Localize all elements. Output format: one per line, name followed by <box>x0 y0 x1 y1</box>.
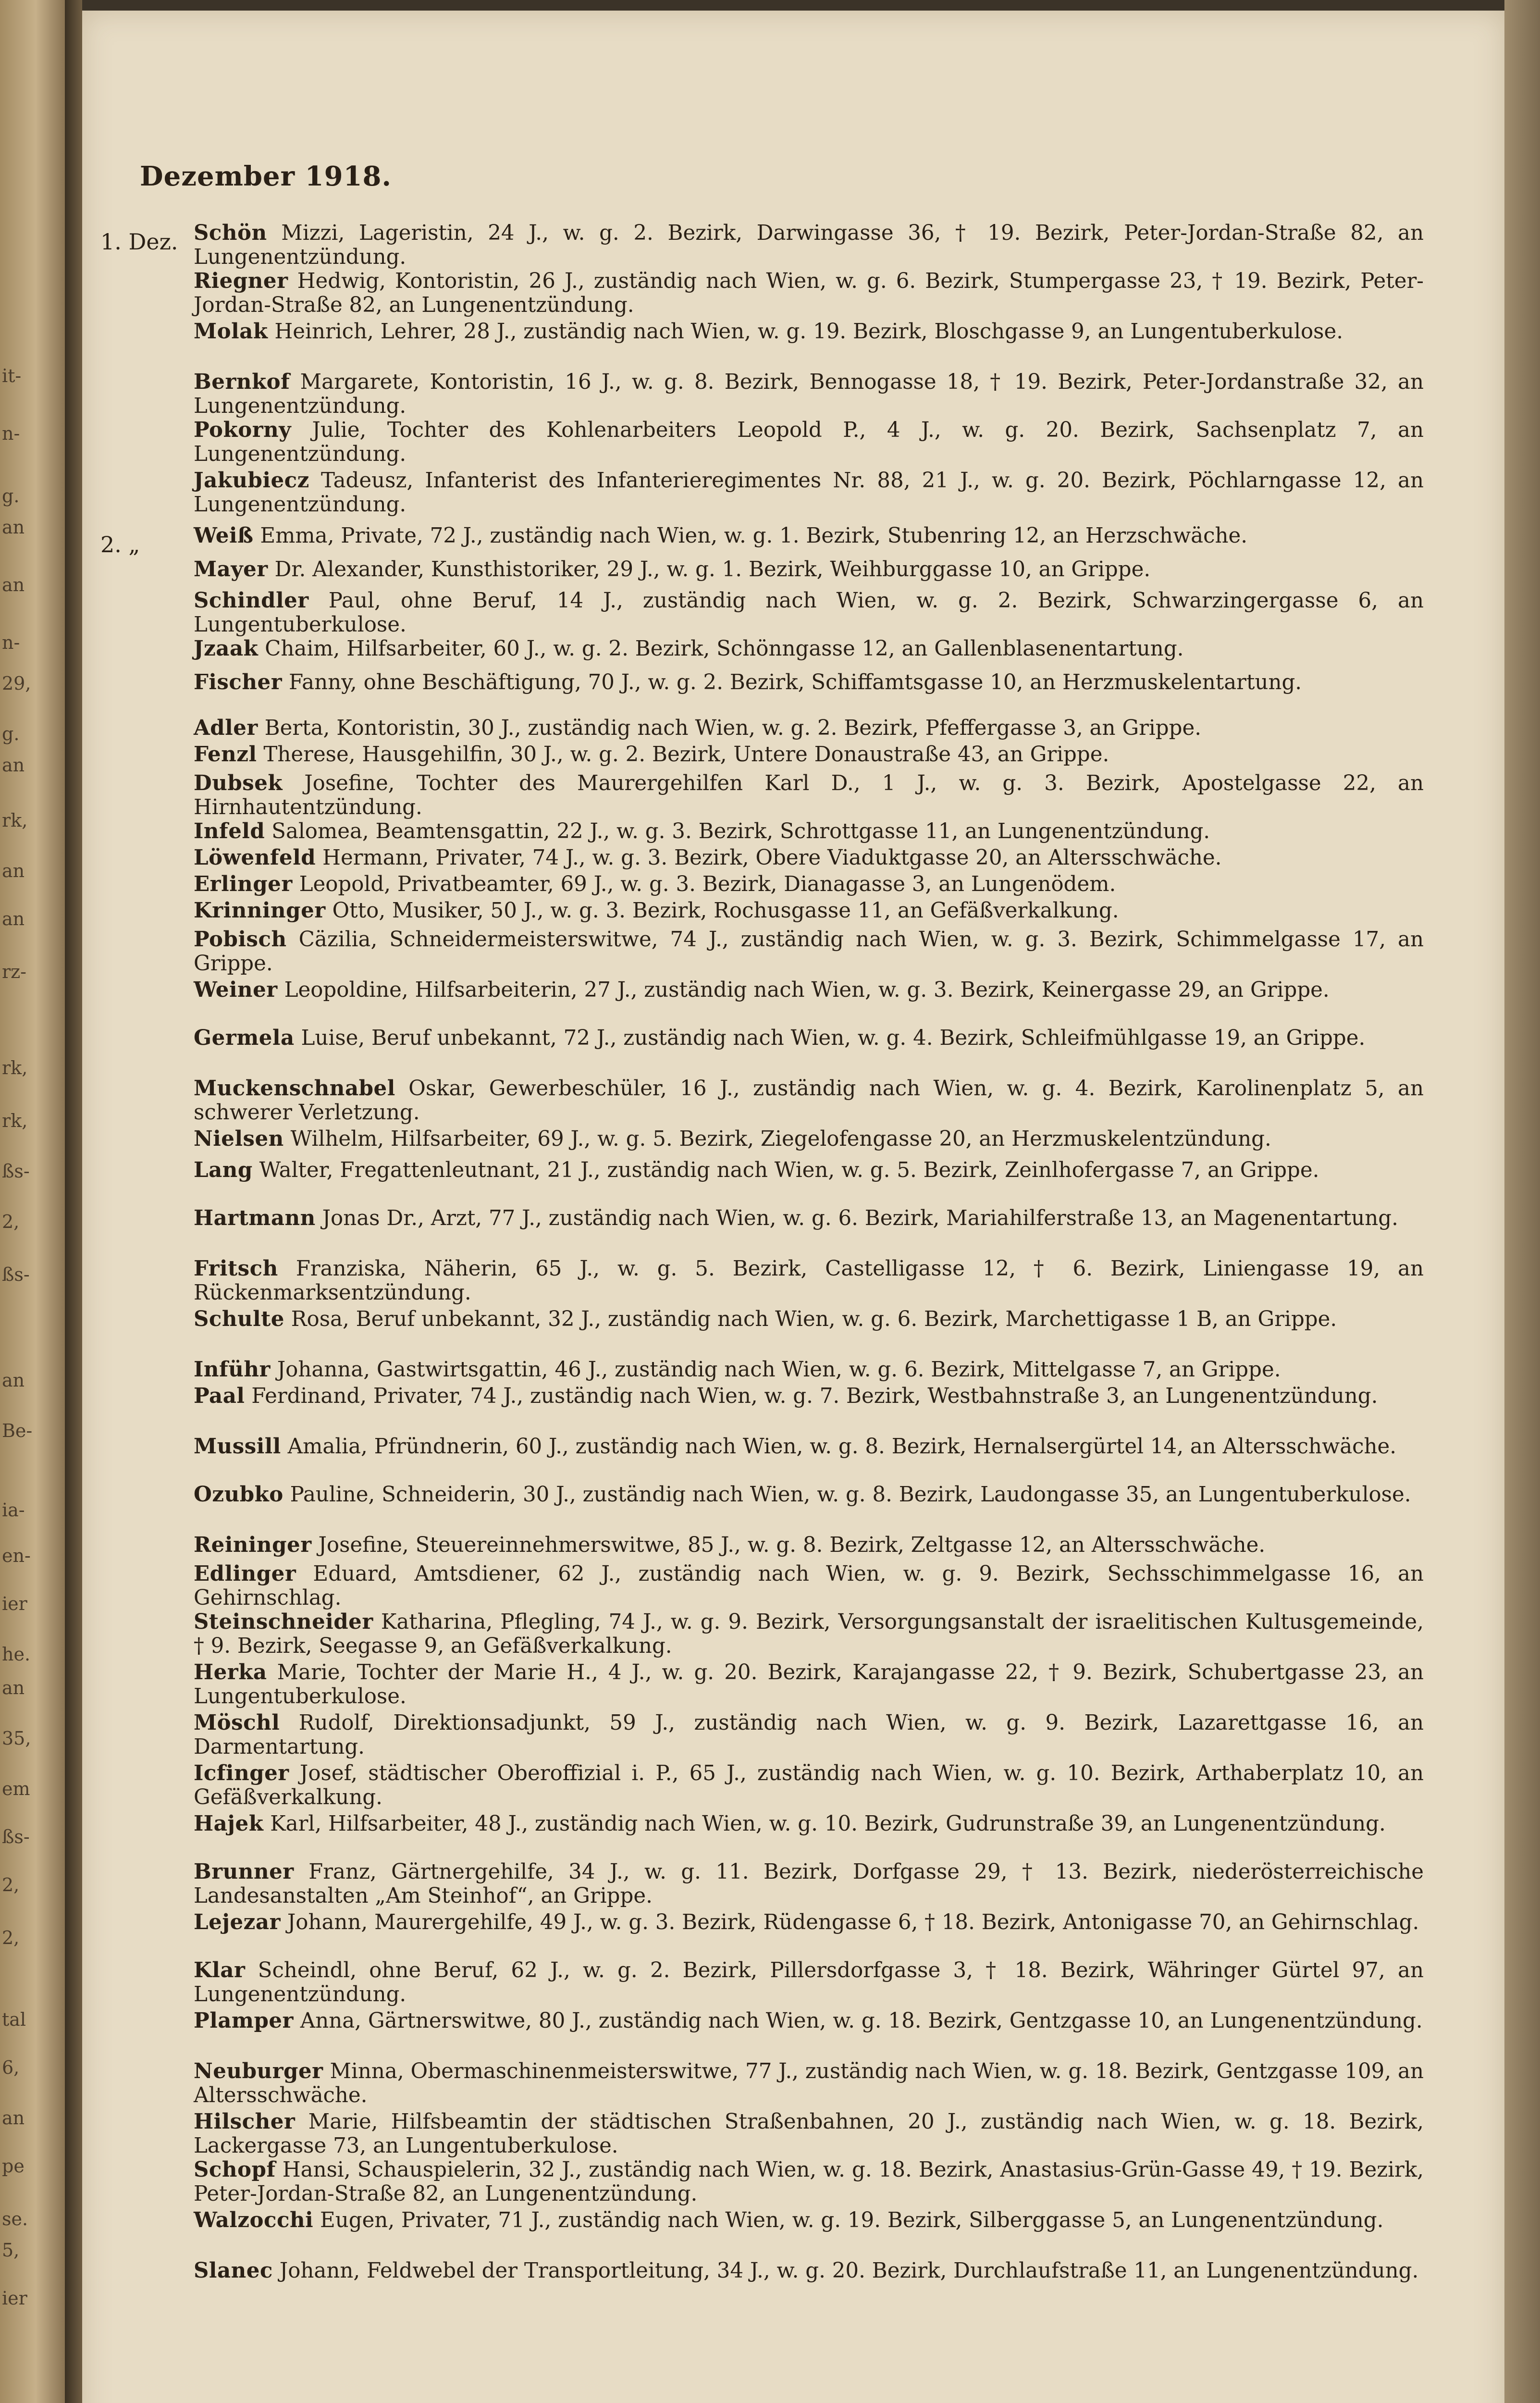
register-entry <box>194 1610 1424 1658</box>
deceased-surname: Ozubko <box>194 1482 283 1507</box>
deceased-surname: Molak <box>194 319 268 344</box>
deceased-surname: Walzocchi <box>194 2208 314 2232</box>
entry-details: Leopold, Privatbeamter, 69 J., w. g. 3. Bezirk, Dianagasse 3, an Lungenödem. <box>299 872 1116 896</box>
register-entry <box>194 819 1424 843</box>
deceased-surname: Schön <box>194 221 267 245</box>
facing-page-fragment: rk, <box>2 1057 28 1078</box>
facing-page-fragment: 5, <box>2 2240 20 2261</box>
deceased-surname: Lejezar <box>194 1910 281 1934</box>
facing-page-fragment: en- <box>2 1545 31 1566</box>
deceased-surname: Bernkof <box>194 370 290 394</box>
facing-page-fragment: ßs- <box>2 1826 30 1847</box>
register-entry <box>194 589 1424 637</box>
deceased-surname: Hilscher <box>194 2109 296 2134</box>
facing-page-fragment: ia- <box>2 1499 25 1521</box>
register-entry <box>194 1812 1424 1836</box>
facing-page-fragment: an <box>2 860 25 881</box>
entry-details: Heinrich, Lehrer, 28 J., zuständig nach Wien, w. g. 19. Bezirk, Bloschgasse 9, an Lungentuberkulose. <box>274 320 1343 344</box>
register-entry <box>194 469 1424 517</box>
facing-page-fragment: rk, <box>2 1110 28 1131</box>
entry-details: Franziska, Näherin, 65 J., w. g. 5. Bezirk, Castelligasse 12, † 6. Bezirk, Liniengasse 19, an Rückenmarksentzündung. <box>194 1257 1424 1305</box>
entry-details: Johann, Maurergehilfe, 49 J., w. g. 3. Bezirk, Rüdengasse 6, † 18. Bezirk, Antonigasse 70, an Gehirnschlag. <box>287 1910 1419 1934</box>
entry-details: Leopoldine, Hilfsarbeiterin, 27 J., zuständig nach Wien, w. g. 3. Bezirk, Keinergasse 29, an Grippe. <box>284 978 1330 1002</box>
deceased-surname: Mussill <box>194 1434 281 1459</box>
entry-details: Johann, Feldwebel der Transportleitung, 34 J., w. g. 20. Bezirk, Durchlaufstraße 11, an Lungenentzündung. <box>279 2259 1419 2283</box>
deceased-surname: Steinschneider <box>194 1610 373 1634</box>
deceased-surname: Slanec <box>194 2258 273 2283</box>
entry-details: Rosa, Beruf unbekannt, 32 J., zuständig nach Wien, w. g. 6. Bezirk, Marchettigasse 1 B, an Grippe. <box>291 1307 1337 1331</box>
deceased-surname: Herka <box>194 1660 267 1685</box>
deceased-surname: Riegner <box>194 269 288 293</box>
register-entry <box>194 1910 1424 1934</box>
facing-page-fragment: it- <box>2 365 22 386</box>
entry-details: Berta, Kontoristin, 30 J., zuständig nach Wien, w. g. 2. Bezirk, Pfeffergasse 3, an Grippe. <box>264 716 1202 740</box>
deceased-surname: Mayer <box>194 557 268 582</box>
deceased-surname: Brunner <box>194 1859 294 1884</box>
entry-details: Karl, Hilfsarbeiter, 48 J., zuständig nach Wien, w. g. 10. Bezirk, Gudrunstraße 39, an Lungenentzündung. <box>270 1812 1386 1836</box>
entry-details: Scheindl, ohne Beruf, 62 J., w. g. 2. Bezirk, Pillersdorfgasse 3, † 18. Bezirk, Währinger Gürtel 97, an Lungenentzündung. <box>194 1958 1424 2007</box>
register-entry <box>194 418 1424 466</box>
deceased-surname: Paal <box>194 1384 245 1408</box>
deceased-surname: Lang <box>194 1158 253 1182</box>
entry-details: Minna, Obermaschinenmeisterswitwe, 77 J., zuständig nach Wien, w. g. 18. Bezirk, Gentzgasse 109, an Altersschwäche. <box>194 2059 1424 2107</box>
deceased-surname: Möschl <box>194 1710 280 1735</box>
register-entry <box>194 1206 1424 1230</box>
entry-details: Josef, städtischer Oberoffizial i. P., 65 J., zuständig nach Wien, w. g. 10. Bezirk, Arthaberplatz 10, an Gefäßverkalkung. <box>194 1761 1424 1809</box>
entry-details: Johanna, Gastwirtsgattin, 46 J., zuständig nach Wien, w. g. 6. Bezirk, Mittelgasse 7, an Grippe. <box>277 1358 1281 1382</box>
facing-page-fragment: 29, <box>2 673 31 694</box>
entry-details: Otto, Musiker, 50 J., w. g. 3. Bezirk, Rochusgasse 11, an Gefäßverkalkung. <box>332 899 1119 923</box>
previous-page-edge <box>0 0 65 2403</box>
entry-details: Margarete, Kontoristin, 16 J., w. g. 8. Bezirk, Bennogasse 18, † 19. Bezirk, Peter-Jordanstraße 32, an Lungenentzündung. <box>194 370 1424 418</box>
register-entry <box>194 1562 1424 1610</box>
register-entry <box>194 2158 1424 2206</box>
register-entry <box>194 1384 1424 1408</box>
facing-page-fragment: he. <box>2 1644 31 1665</box>
facing-page-fragment: ier <box>2 1593 27 1614</box>
register-entry <box>194 1761 1424 1809</box>
entry-details: Wilhelm, Hilfsarbeiter, 69 J., w. g. 5. Bezirk, Ziegelofengasse 20, an Herzmuskelentzündung. <box>290 1127 1271 1151</box>
entry-details: Eduard, Amtsdiener, 62 J., zuständig nach Wien, w. g. 9. Bezirk, Sechsschimmelgasse 16, an Gehirnschlag. <box>194 1562 1424 1610</box>
entry-details: Hermann, Privater, 74 J., w. g. 3. Bezirk, Obere Viaduktgasse 20, an Altersschwäche. <box>322 846 1222 870</box>
deceased-surname: Weiner <box>194 978 278 1002</box>
register-entry <box>194 2110 1424 2158</box>
facing-page-fragment: 2, <box>2 1874 20 1895</box>
deceased-surname: Infeld <box>194 819 265 843</box>
register-entry <box>194 899 1424 923</box>
register-entry <box>194 2259 1424 2283</box>
deceased-surname: Erlinger <box>194 872 293 896</box>
facing-page-fragment: se. <box>2 2208 28 2230</box>
deceased-surname: Edlinger <box>194 1561 296 1586</box>
entry-details: Salomea, Beamtensgattin, 22 J., w. g. 3. Bezirk, Schrottgasse 11, an Lungenentzündung. <box>271 819 1210 843</box>
deceased-surname: Klar <box>194 1958 246 1982</box>
deceased-surname: Adler <box>194 716 258 740</box>
facing-page-fragment: rk, <box>2 810 28 831</box>
entry-details: Chaim, Hilfsarbeiter, 60 J., w. g. 2. Bezirk, Schönngasse 12, an Gallenblasenentartung. <box>265 637 1184 661</box>
entry-details: Oskar, Gewerbeschüler, 16 J., zuständig nach Wien, w. g. 4. Bezirk, Karolinenplatz 5, an schwerer Verletzung. <box>194 1077 1424 1125</box>
entry-day: 1. Dez. <box>100 229 178 255</box>
register-entry <box>194 370 1424 418</box>
register-entry <box>194 2059 1424 2107</box>
register-entry <box>194 1435 1424 1459</box>
page-heading: Dezember 1918. <box>140 161 392 192</box>
entry-details: Mizzi, Lageristin, 24 J., w. g. 2. Bezirk, Darwingasse 36, † 19. Bezirk, Peter-Jordan-Straße 82, an Lungenentzündung. <box>194 221 1424 269</box>
facing-page-fragment: n- <box>2 423 20 444</box>
entry-details: Emma, Private, 72 J., zuständig nach Wien, w. g. 1. Bezirk, Stubenring 12, an Herzschwäche. <box>260 524 1248 548</box>
facing-page-fragment: an <box>2 517 25 538</box>
facing-page-fragment: Be- <box>2 1420 33 1441</box>
entry-details: Dr. Alexander, Kunsthistoriker, 29 J., w. g. 1. Bezirk, Weihburggasse 10, an Grippe. <box>274 557 1151 582</box>
deceased-surname: Jzaak <box>194 636 259 661</box>
facing-page-fragment: an <box>2 1370 25 1391</box>
page <box>82 11 1504 2403</box>
entry-details: Katharina, Pflegling, 74 J., w. g. 9. Bezirk, Versorgungsanstalt der israelitischen Kultusgemeinde, † 9. Bezirk, Seegasse 9, an Gefäßverkalkung. <box>194 1610 1424 1658</box>
register-entry <box>194 1257 1424 1305</box>
facing-page-fragment: 35, <box>2 1728 31 1749</box>
facing-page-fragment: tal <box>2 2009 26 2030</box>
deceased-surname: Nielsen <box>194 1127 284 1151</box>
deceased-surname: Jakubiecz <box>194 468 309 493</box>
entry-details: Ferdinand, Privater, 74 J., zuständig nach Wien, w. g. 7. Bezirk, Westbahnstraße 3, an Lungenentzündung. <box>251 1384 1378 1408</box>
facing-page-fragment: 2, <box>2 1211 20 1232</box>
register-entry <box>194 1158 1424 1182</box>
register-entry <box>194 771 1424 819</box>
entry-details: Hedwig, Kontoristin, 26 J., zuständig nach Wien, w. g. 6. Bezirk, Stumpergasse 23, † 19. Bezirk, Peter-Jordan-Straße 82, an Lungenentzündung. <box>194 269 1424 317</box>
register-entry <box>194 1026 1424 1050</box>
register-entry <box>194 1077 1424 1125</box>
entry-details: Josefine, Tochter des Maurergehilfen Karl D., 1 J., w. g. 3. Bezirk, Apostelgasse 22, an Hirnhautentzündung. <box>194 771 1424 819</box>
facing-page-fragment: 2, <box>2 1927 20 1948</box>
deceased-surname: Schulte <box>194 1307 284 1331</box>
register-entry <box>194 269 1424 317</box>
deceased-surname: Neuburger <box>194 2059 323 2083</box>
entry-details: Marie, Tochter der Marie H., 4 J., w. g. 20. Bezirk, Karajangasse 22, † 9. Bezirk, Schubertgasse 23, an Lungentuberkulose. <box>194 1660 1424 1709</box>
register-entry <box>194 1483 1424 1507</box>
deceased-surname: Plamper <box>194 2008 294 2033</box>
entry-details: Pauline, Schneiderin, 30 J., zuständig nach Wien, w. g. 8. Bezirk, Laudongasse 35, an Lungentuberkulose. <box>290 1483 1411 1507</box>
register-entry <box>194 1958 1424 2007</box>
deceased-surname: Fischer <box>194 670 283 694</box>
register-entry <box>194 1307 1424 1331</box>
deceased-surname: Dubsek <box>194 771 283 795</box>
register-entry <box>194 1660 1424 1709</box>
facing-page-fragment: an <box>2 908 25 929</box>
deceased-surname: Inführ <box>194 1357 271 1382</box>
entry-details: Amalia, Pfründnerin, 60 J., zuständig nach Wien, w. g. 8. Bezirk, Hernalsergürtel 14, an Altersschwäche. <box>287 1435 1397 1459</box>
entry-details: Franz, Gärtnergehilfe, 34 J., w. g. 11. Bezirk, Dorfgasse 29, † 13. Bezirk, niederösterreichische Landesanstalten „Am Steinhof“, an Grippe. <box>194 1860 1424 1908</box>
entry-details: Hansi, Schauspielerin, 32 J., zuständig nach Wien, w. g. 18. Bezirk, Anastasius-Grün-Gasse 49, † 19. Bezirk, Peter-Jordan-Straße 82, an Lungenentzündung. <box>194 2158 1424 2206</box>
deceased-surname: Pokorny <box>194 418 292 442</box>
register-entry <box>194 637 1424 661</box>
register-entry <box>194 320 1424 344</box>
deceased-surname: Germela <box>194 1026 295 1050</box>
entry-details: Luise, Beruf unbekannt, 72 J., zuständig nach Wien, w. g. 4. Bezirk, Schleifmühlgasse 19, an Grippe. <box>301 1026 1366 1050</box>
entry-day: 2. „ <box>100 532 140 557</box>
deceased-surname: Hajek <box>194 1811 264 1836</box>
deceased-surname: Hartmann <box>194 1206 316 1230</box>
facing-page-fragment: an <box>2 1677 25 1698</box>
entry-details: Jonas Dr., Arzt, 77 J., zuständig nach Wien, w. g. 6. Bezirk, Mariahilferstraße 13, an Magenentartung. <box>322 1206 1398 1230</box>
register-entry <box>194 557 1424 582</box>
register-entry <box>194 1711 1424 1759</box>
facing-page-fragment: 6, <box>2 2057 20 2078</box>
facing-page-fragment: pe <box>2 2155 25 2177</box>
entry-details: Fanny, ohne Beschäftigung, 70 J., w. g. 2. Bezirk, Schiffamtsgasse 10, an Herzmuskelentartung. <box>288 670 1302 694</box>
entry-details: Rudolf, Direktionsadjunkt, 59 J., zuständig nach Wien, w. g. 9. Bezirk, Lazarettgasse 16, an Darmentartung. <box>194 1711 1424 1759</box>
register-entry <box>194 670 1424 694</box>
facing-page-fragment: n- <box>2 632 20 653</box>
entry-details: Tadeusz, Infanterist des Infanterieregimentes Nr. 88, 21 J., w. g. 20. Bezirk, Pöchlarngasse 12, an Lungenentzündung. <box>194 469 1424 517</box>
deceased-surname: Fenzl <box>194 742 257 767</box>
entry-details: Cäzilia, Schneidermeisterswitwe, 74 J., zuständig nach Wien, w. g. 3. Bezirk, Schimmelgasse 17, an Grippe. <box>194 928 1424 976</box>
register-entry <box>194 1127 1424 1151</box>
entry-details: Marie, Hilfsbeamtin der städtischen Straßenbahnen, 20 J., zuständig nach Wien, w. g. 18. Bezirk, Lackergasse 73, an Lungentuberkulose. <box>194 2110 1424 2158</box>
register-entry <box>194 1533 1424 1557</box>
deceased-surname: Weiß <box>194 523 254 548</box>
entry-details: Josefine, Steuereinnehmerswitwe, 85 J., w. g. 8. Bezirk, Zeltgasse 12, an Altersschwäche. <box>318 1533 1266 1557</box>
right-page-edge <box>1504 0 1540 2403</box>
facing-page-fragment: g. <box>2 485 20 507</box>
deceased-surname: Icfinger <box>194 1761 289 1785</box>
deceased-surname: Pobisch <box>194 927 287 952</box>
deceased-surname: Schopf <box>194 2157 276 2182</box>
register-entry <box>194 978 1424 1002</box>
facing-page-fragment: g. <box>2 723 20 744</box>
register-entry <box>194 221 1424 269</box>
register-entry <box>194 524 1424 548</box>
register-entry <box>194 2208 1424 2232</box>
entry-details: Anna, Gärtnerswitwe, 80 J., zuständig nach Wien, w. g. 18. Bezirk, Gentzgasse 10, an Lungenentzündung. <box>300 2009 1423 2033</box>
deceased-surname: Löwenfeld <box>194 845 316 870</box>
entry-details: Eugen, Privater, 71 J., zuständig nach Wien, w. g. 19. Bezirk, Silberggasse 5, an Lungenentzündung. <box>320 2208 1384 2232</box>
deceased-surname: Schindler <box>194 588 309 613</box>
death-register-entries <box>82 11 1504 2403</box>
register-entry <box>194 928 1424 976</box>
deceased-surname: Muckenschnabel <box>194 1076 395 1101</box>
register-entry <box>194 1860 1424 1908</box>
facing-page-fragment: an <box>2 755 25 776</box>
facing-page-fragment: ier <box>2 2288 27 2309</box>
register-entry <box>194 2009 1424 2033</box>
book-gutter <box>65 0 82 2403</box>
facing-page-fragment: rz- <box>2 961 27 982</box>
facing-page-fragment: ßs- <box>2 1161 30 1182</box>
entry-details: Julie, Tochter des Kohlenarbeiters Leopold P., 4 J., w. g. 20. Bezirk, Sachsenplatz 7, an Lungenentzündung. <box>194 418 1424 466</box>
register-entry <box>194 716 1424 740</box>
entry-details: Walter, Fregattenleutnant, 21 J., zuständig nach Wien, w. g. 5. Bezirk, Zeinlhofergasse 7, an Grippe. <box>259 1158 1319 1182</box>
facing-page-fragment: ßs- <box>2 1264 30 1285</box>
register-entry <box>194 743 1424 767</box>
deceased-surname: Fritsch <box>194 1256 278 1281</box>
register-entry <box>194 1358 1424 1382</box>
register-entry <box>194 846 1424 870</box>
facing-page-fragment: em <box>2 1778 30 1799</box>
facing-page-fragment: an <box>2 2107 25 2129</box>
register-entry <box>194 872 1424 896</box>
entry-details: Therese, Hausgehilfin, 30 J., w. g. 2. Bezirk, Untere Donaustraße 43, an Grippe. <box>263 743 1109 767</box>
entry-details: Paul, ohne Beruf, 14 J., zuständig nach Wien, w. g. 2. Bezirk, Schwarzingergasse 6, an Lungentuberkulose. <box>194 589 1424 637</box>
deceased-surname: Krinninger <box>194 898 326 923</box>
deceased-surname: Reininger <box>194 1533 312 1557</box>
facing-page-fragment: an <box>2 574 25 595</box>
